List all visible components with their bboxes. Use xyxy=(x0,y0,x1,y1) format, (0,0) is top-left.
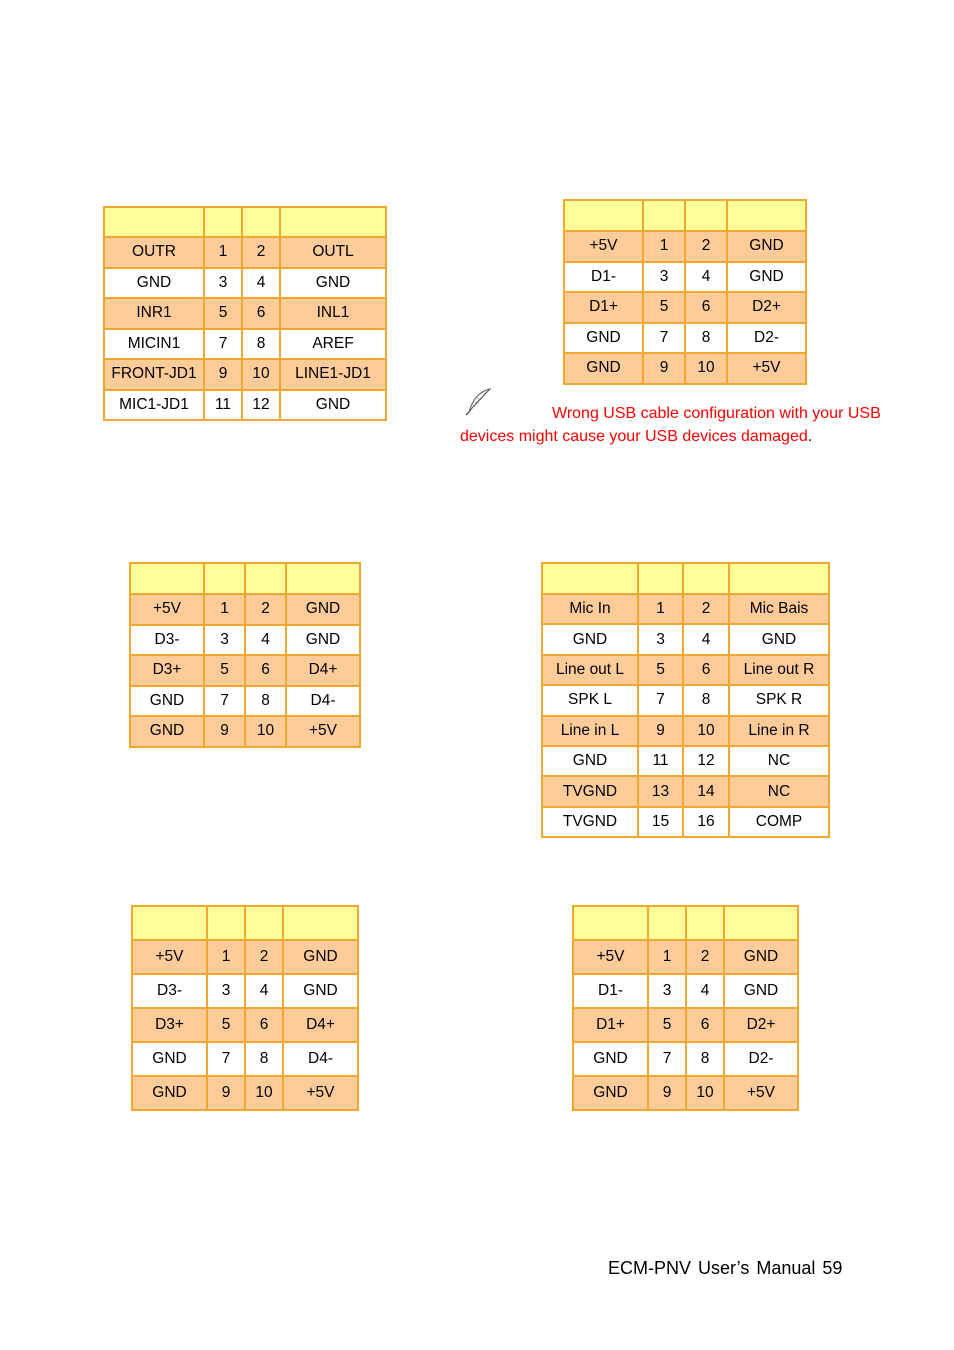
table-row xyxy=(542,594,829,624)
signal-cell: D2+ xyxy=(727,292,806,323)
signal-cell: +5V xyxy=(130,594,204,625)
signal-cell: SPK L xyxy=(542,685,638,715)
table-row xyxy=(564,262,806,293)
signal-cell: D3+ xyxy=(132,1008,207,1042)
pin-number-cell: 1 xyxy=(204,237,242,268)
pin-number-cell: 11 xyxy=(638,746,683,776)
table-row xyxy=(104,237,386,268)
pin-number-cell: 1 xyxy=(207,940,245,974)
pin-number-cell: 10 xyxy=(686,1076,724,1110)
usb34b-pin-table xyxy=(131,905,359,1111)
signal-cell: GND xyxy=(724,974,798,1008)
signal-cell: D2- xyxy=(727,323,806,354)
signal-cell: D1- xyxy=(564,262,643,293)
table-header-row xyxy=(542,563,829,594)
signal-cell: GND xyxy=(564,353,643,384)
signal-cell: GND xyxy=(727,231,806,262)
pin-number-cell: 2 xyxy=(242,237,280,268)
pin-number-cell: 3 xyxy=(204,268,242,299)
signal-cell: SPK R xyxy=(729,685,829,715)
pin-number-cell: 13 xyxy=(638,776,683,806)
signal-cell: D4- xyxy=(283,1042,358,1076)
header-cell xyxy=(204,563,245,594)
signal-cell: OUTR xyxy=(104,237,204,268)
signal-cell: GND xyxy=(727,262,806,293)
pin-number-cell: 8 xyxy=(245,1042,283,1076)
table-row xyxy=(132,1042,358,1076)
table-row xyxy=(542,655,829,685)
signal-cell: Mic Bais xyxy=(729,594,829,624)
signal-cell: GND xyxy=(280,390,386,421)
table-row xyxy=(130,716,360,747)
table-row xyxy=(104,268,386,299)
pin-number-cell: 4 xyxy=(242,268,280,299)
signal-cell: +5V xyxy=(727,353,806,384)
pin-number-cell: 10 xyxy=(245,1076,283,1110)
header-cell xyxy=(643,200,685,231)
pin-number-cell: 16 xyxy=(683,807,729,837)
pin-number-cell: 10 xyxy=(245,716,286,747)
table-row xyxy=(564,231,806,262)
header-cell xyxy=(207,906,245,940)
header-cell xyxy=(573,906,648,940)
signal-cell: GND xyxy=(283,974,358,1008)
audio16-pin-table xyxy=(541,562,830,838)
audio-pin-table xyxy=(103,206,387,421)
signal-cell: Line out L xyxy=(542,655,638,685)
table-row xyxy=(132,1008,358,1042)
table-row xyxy=(564,353,806,384)
signal-cell: D1+ xyxy=(564,292,643,323)
pin-number-cell: 7 xyxy=(204,329,242,360)
table-header-row xyxy=(132,906,358,940)
pin-number-cell: 6 xyxy=(685,292,727,323)
pin-number-cell: 6 xyxy=(686,1008,724,1042)
pin-number-cell: 6 xyxy=(245,1008,283,1042)
signal-cell: MIC1-JD1 xyxy=(104,390,204,421)
pin-number-cell: 5 xyxy=(648,1008,686,1042)
pin-number-cell: 7 xyxy=(648,1042,686,1076)
signal-cell: D3- xyxy=(132,974,207,1008)
signal-cell: INR1 xyxy=(104,298,204,329)
table-header-row xyxy=(564,200,806,231)
pin-number-cell: 5 xyxy=(204,298,242,329)
header-cell xyxy=(280,207,386,237)
pin-number-cell: 8 xyxy=(686,1042,724,1076)
pin-number-cell: 5 xyxy=(643,292,685,323)
table-row xyxy=(564,323,806,354)
table-row xyxy=(132,1076,358,1110)
pin-number-cell: 9 xyxy=(204,359,242,390)
pin-number-cell: 9 xyxy=(207,1076,245,1110)
pin-number-cell: 14 xyxy=(683,776,729,806)
signal-cell: TVGND xyxy=(542,807,638,837)
table-row xyxy=(542,807,829,837)
signal-cell: COMP xyxy=(729,807,829,837)
signal-cell: GND xyxy=(542,746,638,776)
usb34-pin-table xyxy=(129,562,361,748)
signal-cell: GND xyxy=(564,323,643,354)
signal-cell: GND xyxy=(283,940,358,974)
table-row xyxy=(573,974,798,1008)
signal-cell: TVGND xyxy=(542,776,638,806)
signal-cell: +5V xyxy=(132,940,207,974)
pin-number-cell: 9 xyxy=(643,353,685,384)
pin-number-cell: 9 xyxy=(638,716,683,746)
signal-cell: NC xyxy=(729,746,829,776)
signal-cell: D2- xyxy=(724,1042,798,1076)
signal-cell: Line in R xyxy=(729,716,829,746)
pin-number-cell: 10 xyxy=(685,353,727,384)
signal-cell: D2+ xyxy=(724,1008,798,1042)
pin-number-cell: 12 xyxy=(683,746,729,776)
header-cell xyxy=(283,906,358,940)
header-cell xyxy=(685,200,727,231)
signal-cell: GND xyxy=(286,594,360,625)
usb-warning-period: . xyxy=(807,427,813,445)
pin-number-cell: 3 xyxy=(648,974,686,1008)
usb-warning-note xyxy=(460,403,900,448)
pin-number-cell: 12 xyxy=(242,390,280,421)
page-footer: ECM-PNV User’s Manual 59 xyxy=(608,1258,843,1278)
signal-cell: GND xyxy=(130,716,204,747)
pin-number-cell: 3 xyxy=(204,625,245,656)
pin-number-cell: 1 xyxy=(643,231,685,262)
header-cell xyxy=(245,563,286,594)
pin-number-cell: 8 xyxy=(685,323,727,354)
pin-number-cell: 8 xyxy=(245,686,286,717)
signal-cell: D3+ xyxy=(130,655,204,686)
signal-cell: Line in L xyxy=(542,716,638,746)
pin-number-cell: 4 xyxy=(245,974,283,1008)
pin-number-cell: 4 xyxy=(683,624,729,654)
pin-number-cell: 4 xyxy=(686,974,724,1008)
pin-number-cell: 8 xyxy=(683,685,729,715)
signal-cell: GND xyxy=(724,940,798,974)
table-row xyxy=(573,1076,798,1110)
pin-number-cell: 2 xyxy=(685,231,727,262)
pin-number-cell: 9 xyxy=(648,1076,686,1110)
signal-cell: INL1 xyxy=(280,298,386,329)
header-cell xyxy=(542,563,638,594)
header-cell xyxy=(132,906,207,940)
signal-cell: D1+ xyxy=(573,1008,648,1042)
table-row xyxy=(542,776,829,806)
signal-cell: +5V xyxy=(573,940,648,974)
pin-number-cell: 7 xyxy=(643,323,685,354)
signal-cell: GND xyxy=(573,1042,648,1076)
pin-number-cell: 5 xyxy=(207,1008,245,1042)
signal-cell: D4- xyxy=(286,686,360,717)
table-row xyxy=(104,390,386,421)
signal-cell: +5V xyxy=(286,716,360,747)
table-row xyxy=(130,594,360,625)
signal-cell: +5V xyxy=(724,1076,798,1110)
signal-cell: GND xyxy=(542,624,638,654)
header-cell xyxy=(564,200,643,231)
pin-number-cell: 10 xyxy=(242,359,280,390)
table-row xyxy=(130,686,360,717)
header-cell xyxy=(104,207,204,237)
signal-cell: AREF xyxy=(280,329,386,360)
signal-cell: NC xyxy=(729,776,829,806)
pin-number-cell: 4 xyxy=(245,625,286,656)
table-header-row xyxy=(573,906,798,940)
pin-number-cell: 15 xyxy=(638,807,683,837)
signal-cell: GND xyxy=(573,1076,648,1110)
pin-number-cell: 5 xyxy=(204,655,245,686)
pin-number-cell: 1 xyxy=(638,594,683,624)
usb12-pin-table xyxy=(563,199,807,385)
signal-cell: D4+ xyxy=(286,655,360,686)
header-cell xyxy=(638,563,683,594)
signal-cell: GND xyxy=(280,268,386,299)
signal-cell: D3- xyxy=(130,625,204,656)
pin-number-cell: 2 xyxy=(683,594,729,624)
header-cell xyxy=(686,906,724,940)
table-row xyxy=(104,329,386,360)
pin-number-cell: 3 xyxy=(643,262,685,293)
signal-cell: +5V xyxy=(564,231,643,262)
pin-number-cell: 7 xyxy=(638,685,683,715)
table-row xyxy=(104,298,386,329)
table-header-row xyxy=(130,563,360,594)
pin-number-cell: 4 xyxy=(685,262,727,293)
signal-cell: D4+ xyxy=(283,1008,358,1042)
signal-cell: Line out R xyxy=(729,655,829,685)
pin-number-cell: 3 xyxy=(207,974,245,1008)
table-row xyxy=(542,624,829,654)
header-cell xyxy=(245,906,283,940)
table-header-row xyxy=(104,207,386,237)
header-cell xyxy=(724,906,798,940)
pin-number-cell: 2 xyxy=(686,940,724,974)
table-row xyxy=(104,359,386,390)
header-cell xyxy=(242,207,280,237)
table-row xyxy=(132,940,358,974)
header-cell xyxy=(729,563,829,594)
header-cell xyxy=(130,563,204,594)
pin-number-cell: 8 xyxy=(242,329,280,360)
signal-cell: MICIN1 xyxy=(104,329,204,360)
usb-warning-text: Wrong USB cable configuration with your USB devices might cause your USB devices damaged xyxy=(460,405,881,445)
table-row xyxy=(130,655,360,686)
pin-number-cell: 5 xyxy=(638,655,683,685)
pin-number-cell: 10 xyxy=(683,716,729,746)
table-row xyxy=(542,685,829,715)
pin-number-cell: 6 xyxy=(683,655,729,685)
pin-number-cell: 2 xyxy=(245,594,286,625)
signal-cell: GND xyxy=(132,1076,207,1110)
pin-number-cell: 9 xyxy=(204,716,245,747)
table-row xyxy=(542,716,829,746)
signal-cell: Mic In xyxy=(542,594,638,624)
header-cell xyxy=(727,200,806,231)
signal-cell: LINE1-JD1 xyxy=(280,359,386,390)
pin-number-cell: 7 xyxy=(207,1042,245,1076)
table-row xyxy=(130,625,360,656)
signal-cell: GND xyxy=(132,1042,207,1076)
header-cell xyxy=(204,207,242,237)
table-row xyxy=(542,746,829,776)
signal-cell: GND xyxy=(130,686,204,717)
signal-cell: FRONT-JD1 xyxy=(104,359,204,390)
signal-cell: GND xyxy=(286,625,360,656)
pin-number-cell: 6 xyxy=(242,298,280,329)
pin-number-cell: 1 xyxy=(204,594,245,625)
signal-cell: GND xyxy=(729,624,829,654)
header-cell xyxy=(286,563,360,594)
signal-cell: D1- xyxy=(573,974,648,1008)
pin-number-cell: 2 xyxy=(245,940,283,974)
pin-number-cell: 1 xyxy=(648,940,686,974)
table-row xyxy=(573,940,798,974)
table-row xyxy=(573,1008,798,1042)
table-row xyxy=(564,292,806,323)
table-row xyxy=(573,1042,798,1076)
pin-number-cell: 6 xyxy=(245,655,286,686)
pin-number-cell: 11 xyxy=(204,390,242,421)
signal-cell: GND xyxy=(104,268,204,299)
signal-cell: OUTL xyxy=(280,237,386,268)
table-row xyxy=(132,974,358,1008)
pin-number-cell: 7 xyxy=(204,686,245,717)
usb12b-pin-table xyxy=(572,905,799,1111)
signal-cell: +5V xyxy=(283,1076,358,1110)
header-cell xyxy=(683,563,729,594)
header-cell xyxy=(648,906,686,940)
pin-number-cell: 3 xyxy=(638,624,683,654)
